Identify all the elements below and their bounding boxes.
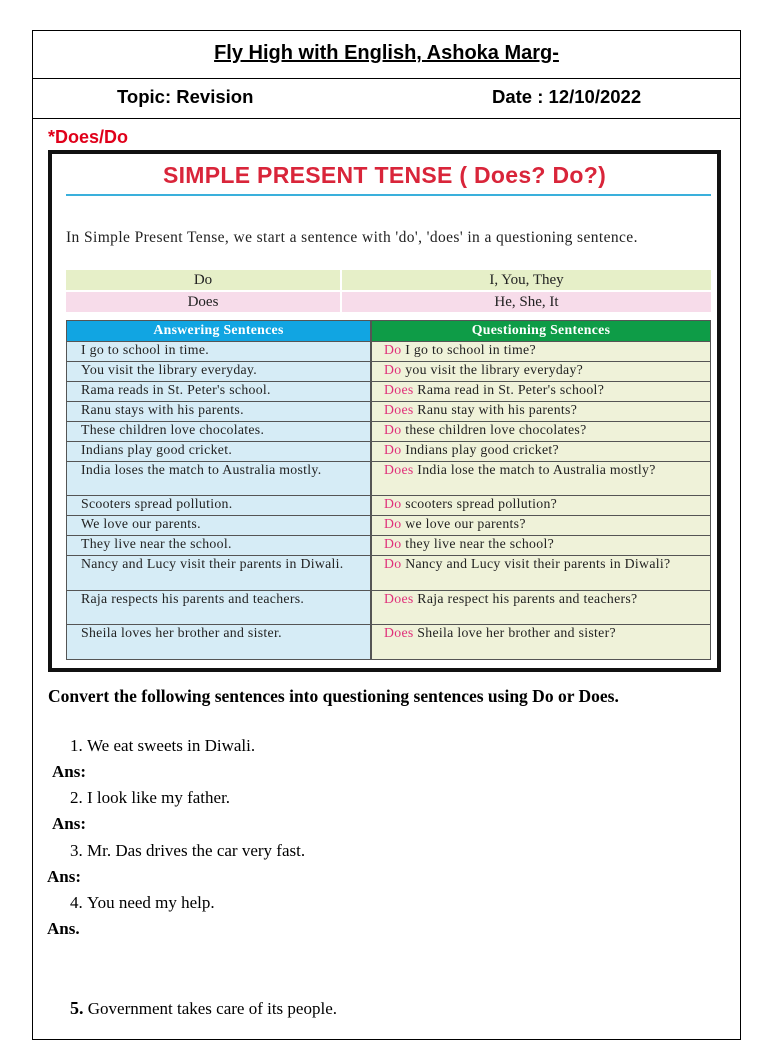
questioning-sentence	[372, 342, 710, 361]
section-heading: *Does/Do	[48, 127, 129, 147]
question-rest: these children love chocolates?	[401, 422, 587, 437]
item-number: 4.	[70, 893, 83, 912]
questioning-sentence	[372, 462, 710, 495]
table-row	[67, 441, 710, 461]
image-title: SIMPLE PRESENT TENSE ( Does? Do?)	[162, 162, 607, 188]
table-row	[67, 590, 710, 624]
aux: Do	[66, 270, 340, 290]
auxiliary-verb: Does	[384, 591, 414, 606]
question-rest: you visit the library everyday?	[401, 362, 584, 377]
item-number: 1.	[70, 736, 83, 755]
answering-sentence: We love our parents.	[67, 516, 372, 535]
auxiliary-verb: Do	[384, 342, 402, 357]
table-row	[67, 361, 710, 381]
pair-row	[66, 270, 711, 290]
question-rest: Raja respect his parents and teachers?	[413, 591, 638, 606]
auxiliary-verb: Do	[384, 516, 402, 531]
topic: Topic: Revision	[117, 86, 254, 107]
item-number: 3.	[70, 841, 83, 860]
answering-sentence: Sheila loves her brother and sister.	[67, 625, 372, 659]
question-rest: Sheila love her brother and sister?	[413, 625, 616, 640]
table-row	[67, 401, 710, 421]
item-text: Mr. Das drives the car very fast.	[87, 841, 306, 860]
questioning-sentence	[372, 382, 710, 401]
intro-text: In Simple Present Tense, we start a sentence with 'do', 'does' in a questioning sentence.	[66, 229, 638, 246]
aux: Does	[66, 292, 340, 312]
answer-label: Ans:	[47, 867, 82, 886]
document-title: Fly High with English, Ashoka Marg-	[214, 42, 559, 64]
question-rest: scooters spread pollution?	[401, 496, 558, 511]
answering-sentence: You visit the library everyday.	[67, 362, 372, 381]
question-rest: Indians play good cricket?	[401, 442, 559, 457]
auxiliary-verb: Do	[384, 442, 402, 457]
answering-sentence: They live near the school.	[67, 536, 372, 555]
answering-sentence: India loses the match to Australia mostly.	[67, 462, 372, 495]
exercise-item	[70, 998, 337, 1019]
question-rest: they live near the school?	[401, 536, 554, 551]
answering-sentence: These children love chocolates.	[67, 422, 372, 441]
auxiliary-verb: Do	[384, 496, 402, 511]
item-number: 2.	[70, 788, 83, 807]
questioning-sentence	[372, 536, 710, 555]
sentence-table	[66, 320, 711, 660]
title-rule	[66, 194, 711, 196]
auxiliary-verb: Do	[384, 362, 402, 377]
questioning-sentence	[372, 496, 710, 515]
questioning-sentence	[372, 442, 710, 461]
table-row	[67, 381, 710, 401]
item-text: You need my help.	[87, 893, 215, 912]
table-row	[67, 624, 710, 659]
answer-label: Ans:	[52, 814, 87, 833]
col-header: Answering Sentences	[67, 321, 372, 341]
divider	[32, 78, 741, 79]
exercise-item	[70, 893, 215, 913]
questioning-sentence	[372, 422, 710, 441]
item-text: Government takes care of its people.	[87, 999, 337, 1018]
auxiliary-verb: Does	[384, 462, 414, 477]
subjects: He, She, It	[342, 292, 711, 312]
table-header	[67, 321, 710, 341]
auxiliary-verb: Do	[384, 422, 402, 437]
questioning-sentence	[372, 625, 710, 659]
subjects: I, You, They	[342, 270, 711, 290]
exercise-instruction: Convert the following sentences into questioning sentences using Do or Does.	[48, 686, 619, 706]
question-rest: I go to school in time?	[401, 342, 536, 357]
auxiliary-verb: Do	[384, 536, 402, 551]
questioning-sentence	[372, 516, 710, 535]
table-row	[67, 535, 710, 555]
table-row	[67, 515, 710, 535]
question-rest: India lose the match to Australia mostly?	[413, 462, 656, 477]
answering-sentence: Indians play good cricket.	[67, 442, 372, 461]
exercise-item	[70, 841, 305, 861]
exercise-item	[70, 788, 230, 808]
auxiliary-verb: Does	[384, 382, 414, 397]
question-rest: we love our parents?	[401, 516, 526, 531]
grammar-image	[48, 150, 721, 672]
auxiliary-verb: Do	[384, 556, 402, 571]
question-rest: Nancy and Lucy visit their parents in Diwali?	[401, 556, 671, 571]
table-row	[67, 461, 710, 495]
questioning-sentence	[372, 402, 710, 421]
item-text: We eat sweets in Diwali.	[87, 736, 256, 755]
question-rest: Ranu stay with his parents?	[413, 402, 578, 417]
table-row	[67, 555, 710, 590]
answering-sentence: Scooters spread pollution.	[67, 496, 372, 515]
questioning-sentence	[372, 591, 710, 624]
question-rest: Rama read in St. Peter's school?	[413, 382, 605, 397]
answering-sentence: Ranu stays with his parents.	[67, 402, 372, 421]
table-row	[67, 421, 710, 441]
divider	[32, 118, 741, 119]
date: Date : 12/10/2022	[492, 86, 642, 107]
auxiliary-verb: Does	[384, 402, 414, 417]
answering-sentence: Rama reads in St. Peter's school.	[67, 382, 372, 401]
answering-sentence: I go to school in time.	[67, 342, 372, 361]
exercise-item	[70, 736, 255, 756]
item-text: I look like my father.	[87, 788, 231, 807]
answering-sentence: Raja respects his parents and teachers.	[67, 591, 372, 624]
answer-label: Ans:	[52, 762, 87, 781]
answering-sentence: Nancy and Lucy visit their parents in Diwali.	[67, 556, 372, 590]
col-header: Questioning Sentences	[372, 321, 710, 341]
questioning-sentence	[372, 362, 710, 381]
answer-label: Ans.	[47, 919, 80, 938]
table-row	[67, 495, 710, 515]
item-number: 5.	[70, 998, 84, 1018]
questioning-sentence	[372, 556, 710, 590]
table-row	[67, 341, 710, 361]
auxiliary-verb: Does	[384, 625, 414, 640]
pair-row	[66, 292, 711, 312]
